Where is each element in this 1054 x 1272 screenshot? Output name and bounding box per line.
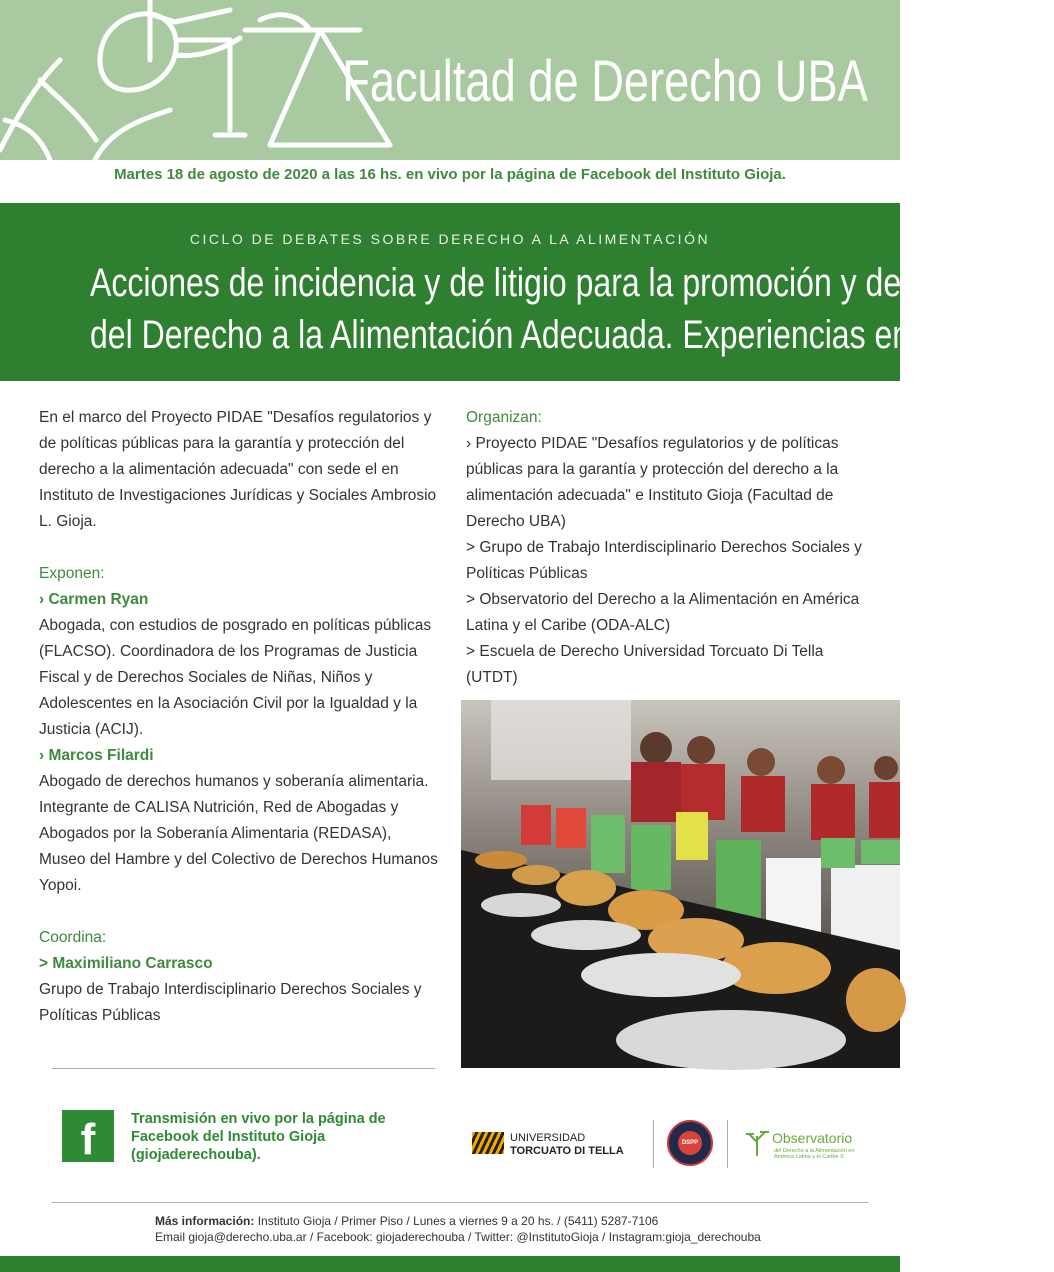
event-title [0, 257, 1054, 361]
intro-text: En el marco del Proyecto PIDAE "Desafíos regulatorios y de políticas públicas para la garantía y protección del derecho a la alimentación adecuada" con sede el en Instituto de Investigaciones Jurídicas y Sociales Ambrosio L. Gioja. [39, 409, 437, 530]
event-title-line-1: Acciones de incidencia y de litigio para la promoción y defensa [90, 261, 980, 305]
observatorio-subtitle: del Derecho a la Alimentación en América Latina y el Caribe © [774, 1148, 855, 1160]
speaker-bio: Abogada, con estudios de posgrado en políticas públicas (FLACSO). Coordinadora de los Programas de Justicia Fiscal y de Derechos Sociales de Niñas, Niños y Adolescentes en la Asociación Civil por la Igualdad y la Justicia (ACIJ). [39, 617, 432, 738]
page-title: Facultad de Derecho UBA [342, 49, 868, 114]
divider [52, 1202, 868, 1203]
speaker-name: › Marcos Filardi [39, 747, 154, 764]
title-banner [0, 203, 1054, 381]
left-column [39, 405, 439, 1029]
logo-separator [653, 1120, 654, 1168]
bottom-bar [0, 1256, 900, 1272]
coordina-label: Coordina: [39, 929, 107, 946]
seal-label: DSPP [678, 1131, 702, 1155]
speaker-name: › Carmen Ryan [39, 591, 149, 608]
organizer-item: > Escuela de Derecho Universidad Torcuato Di Tella (UTDT) [466, 643, 824, 686]
right-column [466, 405, 866, 691]
organizan-label: Organizan: [466, 409, 542, 426]
utdt-name-line-1: UNIVERSIDAD [510, 1132, 586, 1144]
organizer-item: > Observatorio del Derecho a la Alimentación en América Latina y el Caribe (ODA-ALC) [466, 591, 860, 634]
utdt-name-line-2: TORCUATO DI TELLA [510, 1145, 624, 1157]
divider [52, 1068, 435, 1069]
exponen-label: Exponen: [39, 565, 105, 582]
footer-info [155, 1213, 761, 1245]
tree-icon [744, 1128, 770, 1156]
logo-separator [727, 1120, 728, 1168]
organizer-item: > Grupo de Trabajo Interdisciplinario Derechos Sociales y Políticas Públicas [466, 539, 862, 582]
cycle-label: CICLO DE DEBATES SOBRE DERECHO A LA ALIMENTACIÓN [189, 231, 711, 247]
facebook-transmission-text: Transmisión en vivo por la página de Facebook del Instituto Gioja (giojaderechouba). [131, 1111, 386, 1163]
coordinator-bio: Grupo de Trabajo Interdisciplinario Derechos Sociales y Políticas Públicas [39, 981, 422, 1024]
info-label: Más información: [155, 1214, 255, 1228]
coordinator-name: > Maximiliano Carrasco [39, 955, 213, 972]
facebook-icon: f [62, 1110, 114, 1162]
observatorio-name: Observatorio [772, 1130, 853, 1146]
event-date-line: Martes 18 de agosto de 2020 a las 16 hs. en vivo por la página de Facebook del Instituto Gioja. [114, 166, 786, 183]
info-line-2: Email gioja@derecho.uba.ar / Facebook: giojaderechouba / Twitter: @InstitutoGioja / Instagram:gioja_derechouba [155, 1230, 761, 1244]
speaker-bio: Abogado de derechos humanos y soberanía alimentaria. Integrante de CALISA Nutrición, Red de Abogadas y Abogados por la Soberanía Alimentaria (REDASA), Museo del Hambre y del Colectivo de Derechos Humanos Yopoi. [39, 773, 438, 894]
dspp-seal-logo [667, 1120, 713, 1166]
cafeteria-photo [461, 700, 900, 1068]
header [0, 0, 900, 160]
event-title-line-2: del Derecho a la Alimentación Adecuada. Experiencias en Argentina [90, 313, 1054, 357]
utdt-mark-icon [472, 1132, 504, 1154]
organizer-item: › Proyecto PIDAE "Desafíos regulatorios y de políticas públicas para la garantía y protección del derecho a la alimentación adecuada" e Instituto Gioja (Facultad de Derecho UBA) [466, 435, 839, 530]
info-line-1: Instituto Gioja / Primer Piso / Lunes a viernes 9 a 20 hs. / (5411) 5287-7106 [254, 1214, 659, 1228]
